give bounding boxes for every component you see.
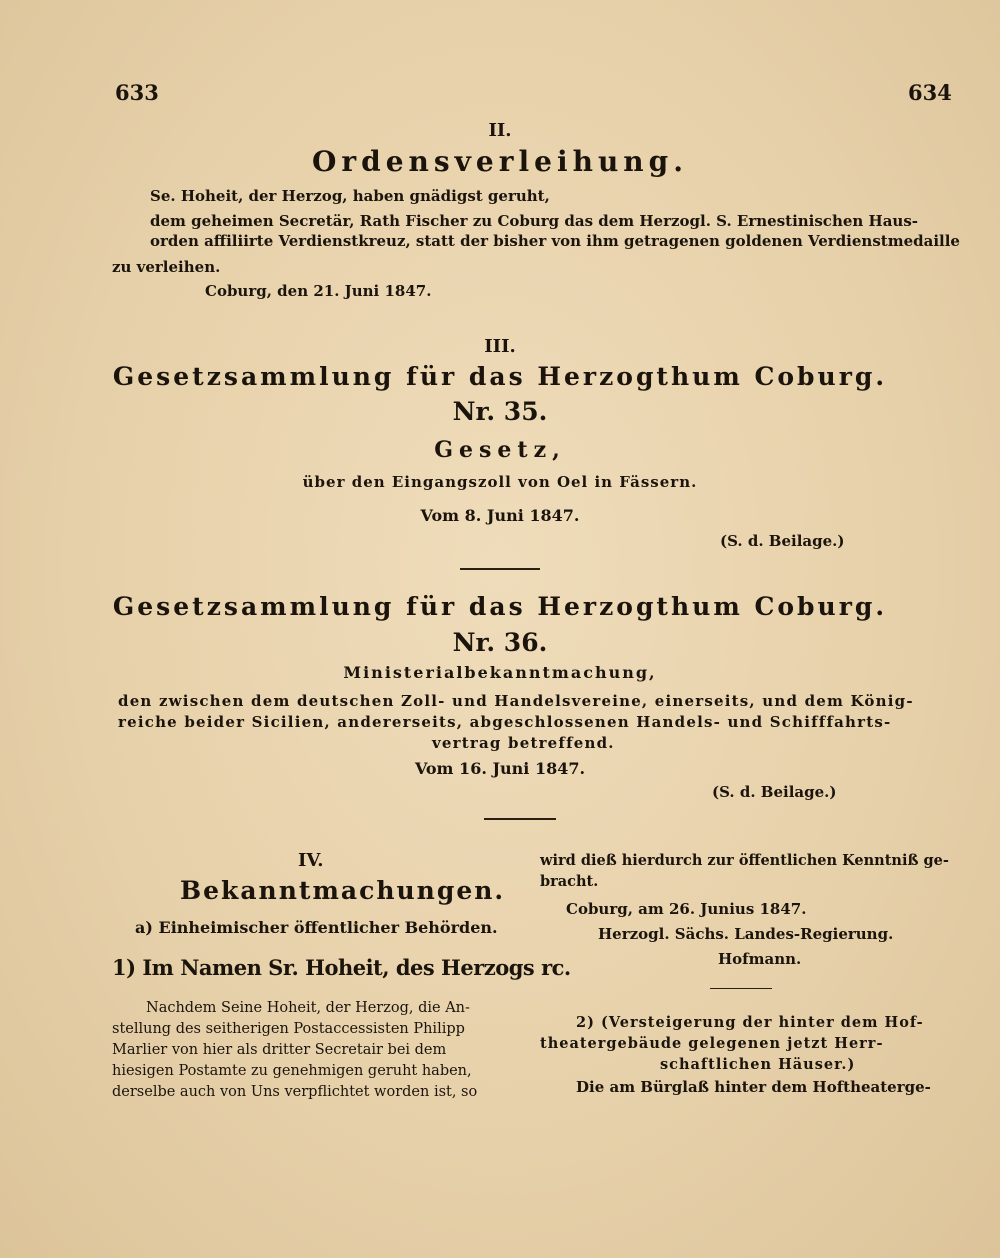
section-4-sub-a: a) Einheimischer öffentlicher Behörden. [135, 918, 498, 937]
section-divider [710, 988, 772, 989]
section-3b-subject-line: vertrag betreffend. [432, 734, 615, 752]
section-divider [484, 818, 556, 820]
section-2-roman: II. [488, 120, 512, 141]
right-date: Coburg, am 26. Junius 1847. [566, 900, 807, 918]
right-text-line: bracht. [540, 873, 599, 890]
section-divider [460, 568, 540, 570]
section-3b-subject-line: den zwischen dem deutschen Zoll- und Handelsvereine, einerseits, und dem König- [118, 692, 914, 710]
section-3b-heading: Gesetzsammlung für das Herzogthum Coburg. [112, 592, 888, 621]
item-2-title [540, 1012, 955, 1075]
item-1-text-line: derselbe auch von Uns verpflichtet worden ist, so [112, 1084, 478, 1100]
section-3b-subheading: Ministerialbekanntmachung, [343, 663, 657, 682]
section-3-subject: über den Eingangszoll von Oel in Fässern. [302, 473, 698, 491]
section-4-roman: IV. [298, 850, 324, 871]
section-2-para-line: zu verleihen. [112, 258, 221, 276]
item-2-title-line: 2) (Versteigerung der hinter dem Hof- [576, 1014, 924, 1031]
section-2-para-line: orden affiliirte Verdienstkreuz, statt der bisher von ihm getragenen goldenen Verdienstmedaille [150, 232, 960, 250]
item-1-text-line: Nachdem Seine Hoheit, der Herzog, die An- [146, 1000, 470, 1016]
section-3b-number: Nr. 36. [452, 628, 548, 657]
right-column-text [540, 850, 950, 892]
item-2-title-line: schaftlichen Häuser.) [660, 1056, 856, 1073]
right-text-line: wird dieß hierdurch zur öffentlichen Kenntniß ge- [540, 852, 949, 869]
section-3-subheading: Gesetz, [434, 437, 566, 463]
right-signature: Hofmann. [718, 950, 802, 968]
section-3-note: (S. d. Beilage.) [720, 532, 845, 550]
section-2-heading: Ordensverleihung. [312, 145, 688, 178]
section-4-heading: Bekanntmachungen. [180, 876, 506, 905]
item-2-title-line: theatergebäude gelegenen jetzt Herr- [540, 1035, 884, 1052]
section-2-date: Coburg, den 21. Juni 1847. [205, 282, 432, 300]
section-3b-note: (S. d. Beilage.) [712, 783, 837, 801]
section-3-heading: Gesetzsammlung für das Herzogthum Coburg. [112, 362, 888, 391]
item-1-text-line: Marlier von hier als dritter Secretair bei dem [112, 1042, 447, 1058]
section-3b-subject-line: reiche beider Sicilien, andererseits, abgeschlossenen Handels- und Schifffahrts- [118, 713, 892, 731]
section-3-date: Vom 8. Juni 1847. [420, 506, 580, 525]
item-1-text-line: stellung des seitherigen Postaccessisten Philipp [112, 1021, 465, 1037]
item-2-text: Die am Bürglaß hinter dem Hoftheaterge- [576, 1078, 931, 1096]
section-2-para-line: dem geheimen Secretär, Rath Fischer zu Coburg das dem Herzogl. S. Ernestinischen Haus- [150, 212, 918, 230]
section-3b-date: Vom 16. Juni 1847. [414, 759, 586, 778]
section-2-line1: Se. Hoheit, der Herzog, haben gnädigst geruht, [150, 187, 550, 205]
page-number-right: 634 [908, 80, 952, 105]
item-1-text [112, 998, 517, 1103]
section-3-roman: III. [484, 336, 516, 357]
item-1-title: 1) Im Namen Sr. Hoheit, des Herzogs rc. [112, 955, 571, 980]
right-authority: Herzogl. Sächs. Landes-Regierung. [598, 925, 894, 943]
section-3-number: Nr. 35. [452, 397, 548, 426]
item-1-text-line: hiesigen Postamte zu genehmigen geruht haben, [112, 1063, 472, 1079]
page-number-left: 633 [115, 80, 159, 105]
